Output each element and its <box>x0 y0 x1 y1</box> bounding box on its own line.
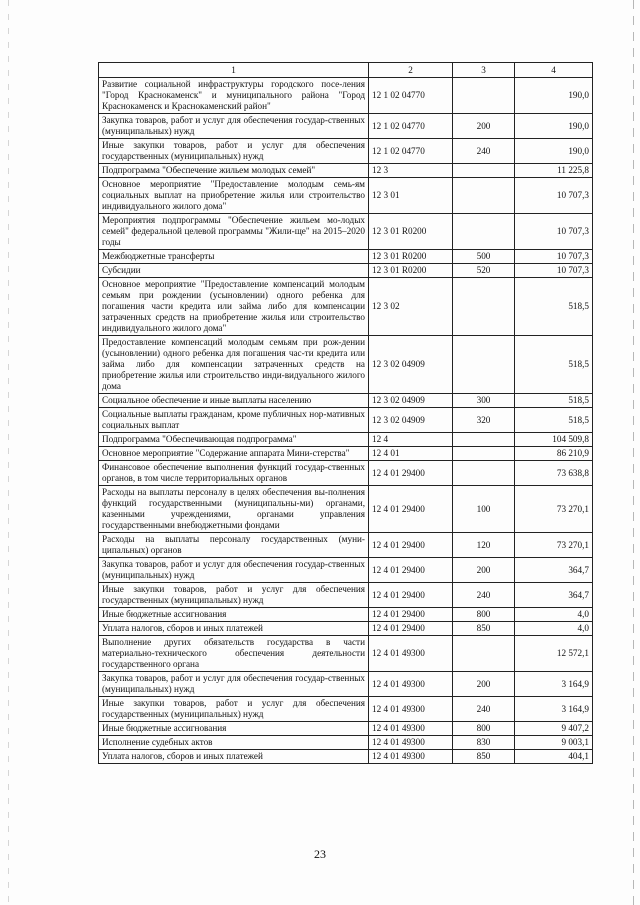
row-sum-cell: 11 225,8 <box>515 164 593 178</box>
row-sum-cell: 9 003,1 <box>515 736 593 750</box>
table-row <box>99 636 593 672</box>
row-name-cell: Основное мероприятие "Предоставление компенсаций молодым семьям при рождении (усыновлении) одного ребенка для погашения части кредита или займа либо для компенсации затраченных средств на приобретение жилья или строительство индивидуального жилого дома" <box>99 278 369 336</box>
row-expense-type-cell <box>453 336 515 394</box>
header-col-4: 4 <box>515 63 593 78</box>
row-code-cell: 12 1 02 04770 <box>369 78 453 114</box>
table-row <box>99 558 593 583</box>
row-expense-type-cell <box>453 164 515 178</box>
scan-edge-left <box>8 0 9 905</box>
row-sum-cell: 9 407,2 <box>515 722 593 736</box>
row-expense-type-cell: 850 <box>453 750 515 764</box>
row-sum-cell: 4,0 <box>515 622 593 636</box>
table-row <box>99 461 593 486</box>
row-name-cell: Расходы на выплаты персоналу в целях обеспечения вы-полнения функций государственными (муниципальны-ми) органами, казенными учреждениями, органами управления государственными внебюджетными фондами <box>99 486 369 533</box>
table-row <box>99 533 593 558</box>
row-name-cell: Иные закупки товаров, работ и услуг для обеспечения государственных (муниципальных) нужд <box>99 583 369 608</box>
header-col-2: 2 <box>369 63 453 78</box>
row-name-cell: Основное мероприятие "Предоставление молодым семь-ям социальных выплат на приобретение жилья или строительство индивидуального жилого дома" <box>99 178 369 214</box>
row-name-cell: Закупка товаров, работ и услуг для обеспечения государ-ственных (муниципальных) нужд <box>99 672 369 697</box>
row-expense-type-cell: 500 <box>453 250 515 264</box>
row-code-cell: 12 3 01 R0200 <box>369 250 453 264</box>
row-sum-cell: 12 572,1 <box>515 636 593 672</box>
table-row <box>99 722 593 736</box>
row-expense-type-cell: 300 <box>453 394 515 408</box>
row-expense-type-cell <box>453 636 515 672</box>
row-name-cell: Межбюджетные трансферты <box>99 250 369 264</box>
table-header-row <box>99 63 593 78</box>
table-row <box>99 622 593 636</box>
row-name-cell: Подпрограмма "Обеспечивающая подпрограмма" <box>99 433 369 447</box>
row-expense-type-cell: 800 <box>453 722 515 736</box>
table-row <box>99 336 593 394</box>
row-expense-type-cell: 200 <box>453 672 515 697</box>
row-name-cell: Выполнение других обязательств государства в части материально-технического обеспечения деятельности государственного органа <box>99 636 369 672</box>
table-row <box>99 736 593 750</box>
row-sum-cell: 73 270,1 <box>515 486 593 533</box>
row-expense-type-cell: 100 <box>453 486 515 533</box>
row-sum-cell: 190,0 <box>515 114 593 139</box>
row-code-cell: 12 4 01 49300 <box>369 750 453 764</box>
row-sum-cell: 10 707,3 <box>515 178 593 214</box>
row-name-cell: Исполнение судебных актов <box>99 736 369 750</box>
row-code-cell: 12 1 02 04770 <box>369 114 453 139</box>
row-sum-cell: 3 164,9 <box>515 672 593 697</box>
row-expense-type-cell <box>453 78 515 114</box>
header-col-1: 1 <box>99 63 369 78</box>
row-name-cell: Основное мероприятие "Содержание аппарата Мини-стерства" <box>99 447 369 461</box>
row-name-cell: Социальное обеспечение и иные выплаты населению <box>99 394 369 408</box>
row-sum-cell: 190,0 <box>515 78 593 114</box>
row-expense-type-cell: 850 <box>453 622 515 636</box>
row-sum-cell: 190,0 <box>515 139 593 164</box>
table-row <box>99 250 593 264</box>
row-expense-type-cell <box>453 447 515 461</box>
table-body <box>99 78 593 764</box>
table-row <box>99 78 593 114</box>
row-expense-type-cell: 240 <box>453 583 515 608</box>
row-code-cell: 12 4 01 49300 <box>369 672 453 697</box>
row-name-cell: Подпрограмма "Обеспечение жильем молодых семей" <box>99 164 369 178</box>
row-code-cell: 12 4 01 29400 <box>369 608 453 622</box>
row-name-cell: Уплата налогов, сборов и иных платежей <box>99 750 369 764</box>
row-code-cell: 12 4 01 29400 <box>369 461 453 486</box>
table-row <box>99 278 593 336</box>
table-row <box>99 139 593 164</box>
table-row <box>99 178 593 214</box>
row-code-cell: 12 3 02 04909 <box>369 394 453 408</box>
row-code-cell: 12 4 01 49300 <box>369 722 453 736</box>
scan-edge-right <box>633 0 634 905</box>
row-code-cell: 12 4 01 49300 <box>369 697 453 722</box>
row-code-cell: 12 3 01 R0200 <box>369 264 453 278</box>
row-sum-cell: 73 270,1 <box>515 533 593 558</box>
row-expense-type-cell <box>453 278 515 336</box>
table-row <box>99 114 593 139</box>
row-name-cell: Финансовое обеспечение выполнения функций государ-ственных органов, в том числе территориальных органов <box>99 461 369 486</box>
table-row <box>99 433 593 447</box>
table-row <box>99 697 593 722</box>
row-sum-cell: 73 638,8 <box>515 461 593 486</box>
row-code-cell: 12 4 01 29400 <box>369 583 453 608</box>
row-name-cell: Предоставление компенсаций молодым семьям при рож-дении (усыновлении) одного ребенка для погашения час-ти кредита или займа либо для компенсации затраченных средств на приобретение жилья или строительство инди-видуального жилого дома <box>99 336 369 394</box>
row-expense-type-cell: 200 <box>453 114 515 139</box>
row-code-cell: 12 4 <box>369 433 453 447</box>
page-number: 23 <box>314 847 326 861</box>
row-sum-cell: 86 210,9 <box>515 447 593 461</box>
row-expense-type-cell: 240 <box>453 697 515 722</box>
row-code-cell: 12 4 01 49300 <box>369 636 453 672</box>
table-row <box>99 408 593 433</box>
row-expense-type-cell: 830 <box>453 736 515 750</box>
row-code-cell: 12 4 01 29400 <box>369 622 453 636</box>
row-name-cell: Мероприятия подпрограммы "Обеспечение жильем мо-лодых семей" федеральной целевой программы "Жили-ще" на 2015–2020 годы <box>99 214 369 250</box>
table-row <box>99 264 593 278</box>
row-code-cell: 12 3 01 R0200 <box>369 214 453 250</box>
row-sum-cell: 10 707,3 <box>515 250 593 264</box>
table-row <box>99 447 593 461</box>
row-name-cell: Уплата налогов, сборов и иных платежей <box>99 622 369 636</box>
row-code-cell: 12 4 01 <box>369 447 453 461</box>
row-expense-type-cell: 200 <box>453 558 515 583</box>
row-sum-cell: 364,7 <box>515 558 593 583</box>
row-code-cell: 12 4 01 29400 <box>369 486 453 533</box>
row-code-cell: 12 3 <box>369 164 453 178</box>
row-name-cell: Закупка товаров, работ и услуг для обеспечения государ-ственных (муниципальных) нужд <box>99 114 369 139</box>
row-sum-cell: 10 707,3 <box>515 214 593 250</box>
row-name-cell: Социальные выплаты гражданам, кроме публичных нор-мативных социальных выплат <box>99 408 369 433</box>
row-name-cell: Иные закупки товаров, работ и услуг для обеспечения государственных (муниципальных) нужд <box>99 139 369 164</box>
row-expense-type-cell <box>453 433 515 447</box>
table-row <box>99 750 593 764</box>
row-code-cell: 12 4 01 29400 <box>369 533 453 558</box>
row-expense-type-cell <box>453 461 515 486</box>
row-code-cell: 12 3 01 <box>369 178 453 214</box>
row-sum-cell: 104 509,8 <box>515 433 593 447</box>
row-name-cell: Иные бюджетные ассигнования <box>99 722 369 736</box>
table-row <box>99 672 593 697</box>
budget-table <box>98 62 593 764</box>
row-expense-type-cell: 240 <box>453 139 515 164</box>
row-sum-cell: 518,5 <box>515 336 593 394</box>
row-expense-type-cell <box>453 178 515 214</box>
row-sum-cell: 518,5 <box>515 408 593 433</box>
row-name-cell: Иные бюджетные ассигнования <box>99 608 369 622</box>
row-expense-type-cell: 120 <box>453 533 515 558</box>
row-name-cell: Закупка товаров, работ и услуг для обеспечения государ-ственных (муниципальных) нужд <box>99 558 369 583</box>
table-row <box>99 164 593 178</box>
table-row <box>99 394 593 408</box>
row-sum-cell: 4,0 <box>515 608 593 622</box>
row-name-cell: Субсидии <box>99 264 369 278</box>
header-col-3: 3 <box>453 63 515 78</box>
table-row <box>99 486 593 533</box>
row-sum-cell: 364,7 <box>515 583 593 608</box>
row-code-cell: 12 3 02 04909 <box>369 408 453 433</box>
row-code-cell: 12 4 01 29400 <box>369 558 453 583</box>
row-sum-cell: 404,1 <box>515 750 593 764</box>
row-name-cell: Иные закупки товаров, работ и услуг для обеспечения государственных (муниципальных) нужд <box>99 697 369 722</box>
row-code-cell: 12 1 02 04770 <box>369 139 453 164</box>
row-expense-type-cell <box>453 214 515 250</box>
row-sum-cell: 3 164,9 <box>515 697 593 722</box>
row-name-cell: Развитие социальной инфраструктуры городского посе-ления "Город Краснокаменск" и муниципального района "Город Краснокаменск и Краснокаменский район" <box>99 78 369 114</box>
table-row <box>99 608 593 622</box>
row-code-cell: 12 3 02 04909 <box>369 336 453 394</box>
row-name-cell: Расходы на выплаты персоналу государственных (муни-ципальных) органов <box>99 533 369 558</box>
row-expense-type-cell: 520 <box>453 264 515 278</box>
row-code-cell: 12 3 02 <box>369 278 453 336</box>
row-sum-cell: 518,5 <box>515 278 593 336</box>
row-sum-cell: 518,5 <box>515 394 593 408</box>
row-code-cell: 12 4 01 49300 <box>369 736 453 750</box>
row-expense-type-cell: 320 <box>453 408 515 433</box>
row-sum-cell: 10 707,3 <box>515 264 593 278</box>
table-row <box>99 214 593 250</box>
row-expense-type-cell: 800 <box>453 608 515 622</box>
table-row <box>99 583 593 608</box>
